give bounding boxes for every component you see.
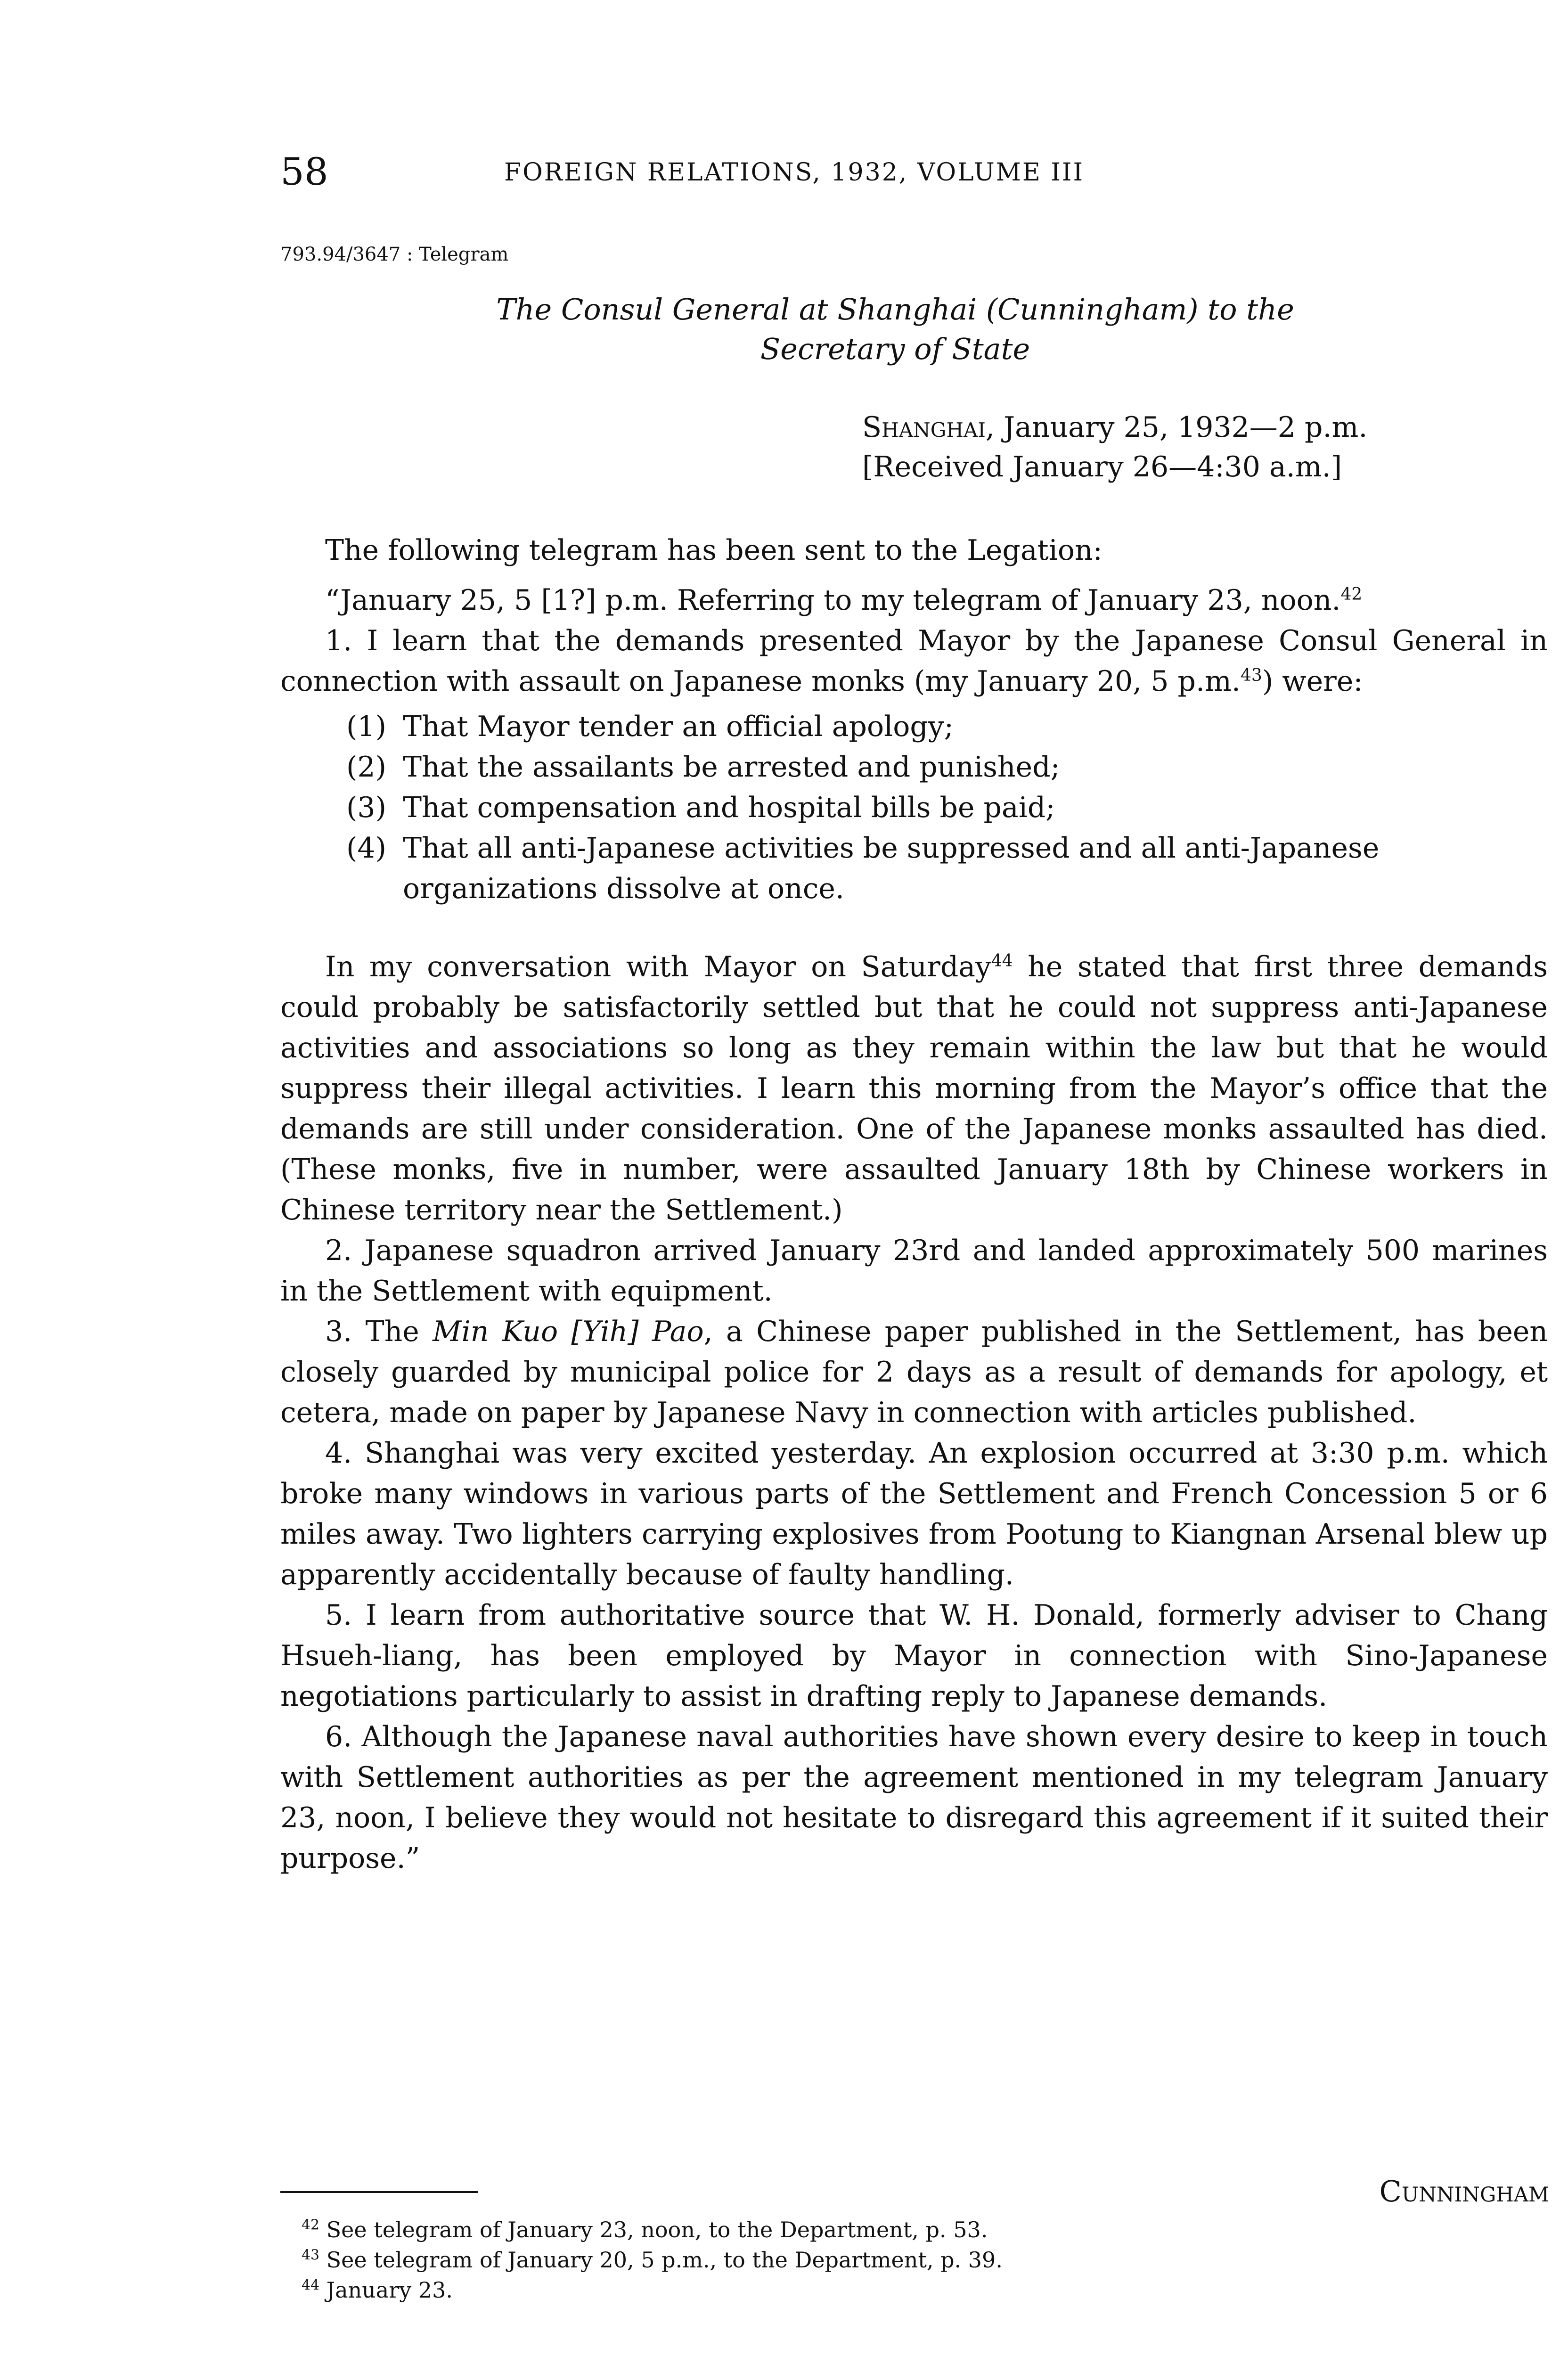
demands-list xyxy=(346,706,1548,909)
opening-text: “January 25, 5 [1?] p.m. Referring to my telegram of January 23, noon. xyxy=(325,584,1341,617)
footnotes xyxy=(302,2215,1003,2305)
page-number: 58 xyxy=(280,150,328,194)
paragraph-4: 4. Shanghai was very excited yesterday. An explosion occurred at 3:30 p.m. which broke many windows in various parts of the Settlement and French Concession 5 or 6 miles away. Two lighters carrying explosives from Pootung to Kiangnan Arsenal blew up apparently accidentally because of faulty handling. xyxy=(280,1437,1548,1591)
footnote-number: 44 xyxy=(302,2277,320,2294)
newspaper-name: Min Kuo [Yih] Pao xyxy=(433,1315,704,1348)
footnote-text: January 23. xyxy=(319,2277,453,2303)
demand-text: That all anti-Japanese activities be suppressed and all anti-Japanese organizations dissolve at once. xyxy=(403,832,1380,905)
paragraph-3 xyxy=(280,1311,1548,1433)
title-line-2: Secretary of State xyxy=(760,332,1030,366)
paragraph-3-text-a: 3. The xyxy=(325,1315,433,1348)
demand-text: That Mayor tender an official apology; xyxy=(403,710,954,743)
telegram-body xyxy=(280,530,1548,1879)
footnote-ref-42: 42 xyxy=(1340,585,1363,604)
demand-number: (3) xyxy=(346,791,386,824)
footnote-ref-44: 44 xyxy=(991,951,1013,971)
conversation-paragraph xyxy=(280,947,1548,1230)
demand-number: (2) xyxy=(346,751,386,784)
demand-number: (4) xyxy=(346,832,386,865)
demand-text: That compensation and hospital bills be paid; xyxy=(403,791,1055,824)
dateline-place: Shanghai xyxy=(862,411,986,444)
paragraph-1-text-b: ) were: xyxy=(1262,665,1363,698)
footnote-43 xyxy=(302,2245,1003,2275)
footnote-ref-43: 43 xyxy=(1241,666,1262,685)
conversation-text-a: In my conversation with Mayor on Saturday xyxy=(325,950,991,983)
paragraph-5: 5. I learn from authoritative source that W. H. Donald, formerly adviser to Chang Hsueh-liang, has been employed by Mayor in connection with Sino-Japanese negotiations particularly to assist in drafting reply to Japanese demands. xyxy=(280,1599,1548,1713)
list-item xyxy=(346,828,1548,909)
footnote-42 xyxy=(302,2215,1003,2245)
list-item xyxy=(346,747,1548,787)
list-item xyxy=(346,787,1548,828)
conversation-text-b: he stated that first three demands could probably be satisfactorily settled but that he could not suppress anti-Japanese activities and associations so long as they remain within the law but that he would suppress their illegal activities. I learn this morning from the Mayor’s office that the demands are still under consideration. One of the Japanese monks assaulted has died. (These monks, five in number, were assaulted January 18th by Chinese workers in Chinese territory near the Settlement.) xyxy=(280,950,1548,1227)
footnote-text: See telegram of January 20, 5 p.m., to the Department, p. 39. xyxy=(319,2247,1003,2273)
paragraph-1-text-a: 1. I learn that the demands presented Mayor by the Japanese Consul General in connection with assault on Japanese monks (my January 20, 5 p.m. xyxy=(280,624,1548,698)
footnote-number: 43 xyxy=(302,2247,320,2264)
title-line-1: The Consul General at Shanghai (Cunningham) to the xyxy=(496,292,1294,327)
demand-text: That the assailants be arrested and punished; xyxy=(403,751,1060,784)
intro-paragraph: The following telegram has been sent to the Legation: xyxy=(325,534,1102,567)
dateline-received: [Received January 26—4:30 a.m.] xyxy=(862,450,1342,483)
footnote-text: See telegram of January 23, noon, to the Department, p. 53. xyxy=(319,2217,988,2242)
footnote-number: 42 xyxy=(302,2217,320,2233)
list-item xyxy=(346,706,1548,747)
footnote-divider xyxy=(280,2191,478,2193)
dateline-sent-time: , January 25, 1932—2 p.m. xyxy=(985,411,1368,444)
footnote-44 xyxy=(302,2275,1003,2305)
signature: Cunningham xyxy=(1379,2174,1549,2209)
dateline-sent xyxy=(862,408,1367,447)
opening-paragraph xyxy=(280,580,1548,621)
running-title: FOREIGN RELATIONS, 1932, VOLUME III xyxy=(504,158,1084,187)
paragraph-6: 6. Although the Japanese naval authorities have shown every desire to keep in touch with Settlement authorities as per the agreement mentioned in my telegram January 23, noon, I believe they would not hesitate to disregard this agreement if it suited their purpose.” xyxy=(280,1720,1548,1875)
paragraph-1 xyxy=(280,621,1548,702)
document-title xyxy=(330,290,1461,369)
dateline xyxy=(862,408,1367,487)
demand-number: (1) xyxy=(346,710,386,743)
paragraph-2: 2. Japanese squadron arrived January 23rd and landed approximately 500 marines in the Settlement with equipment. xyxy=(280,1234,1548,1308)
document-id: 793.94/3647 : Telegram xyxy=(280,244,509,265)
paragraph-3-text-b: , a Chinese paper published in the Settlement, has been closely guarded by municipal police for 2 days as a result of demands for apology, et cetera, made on paper by Japanese Navy in connection with articles published. xyxy=(280,1315,1548,1429)
